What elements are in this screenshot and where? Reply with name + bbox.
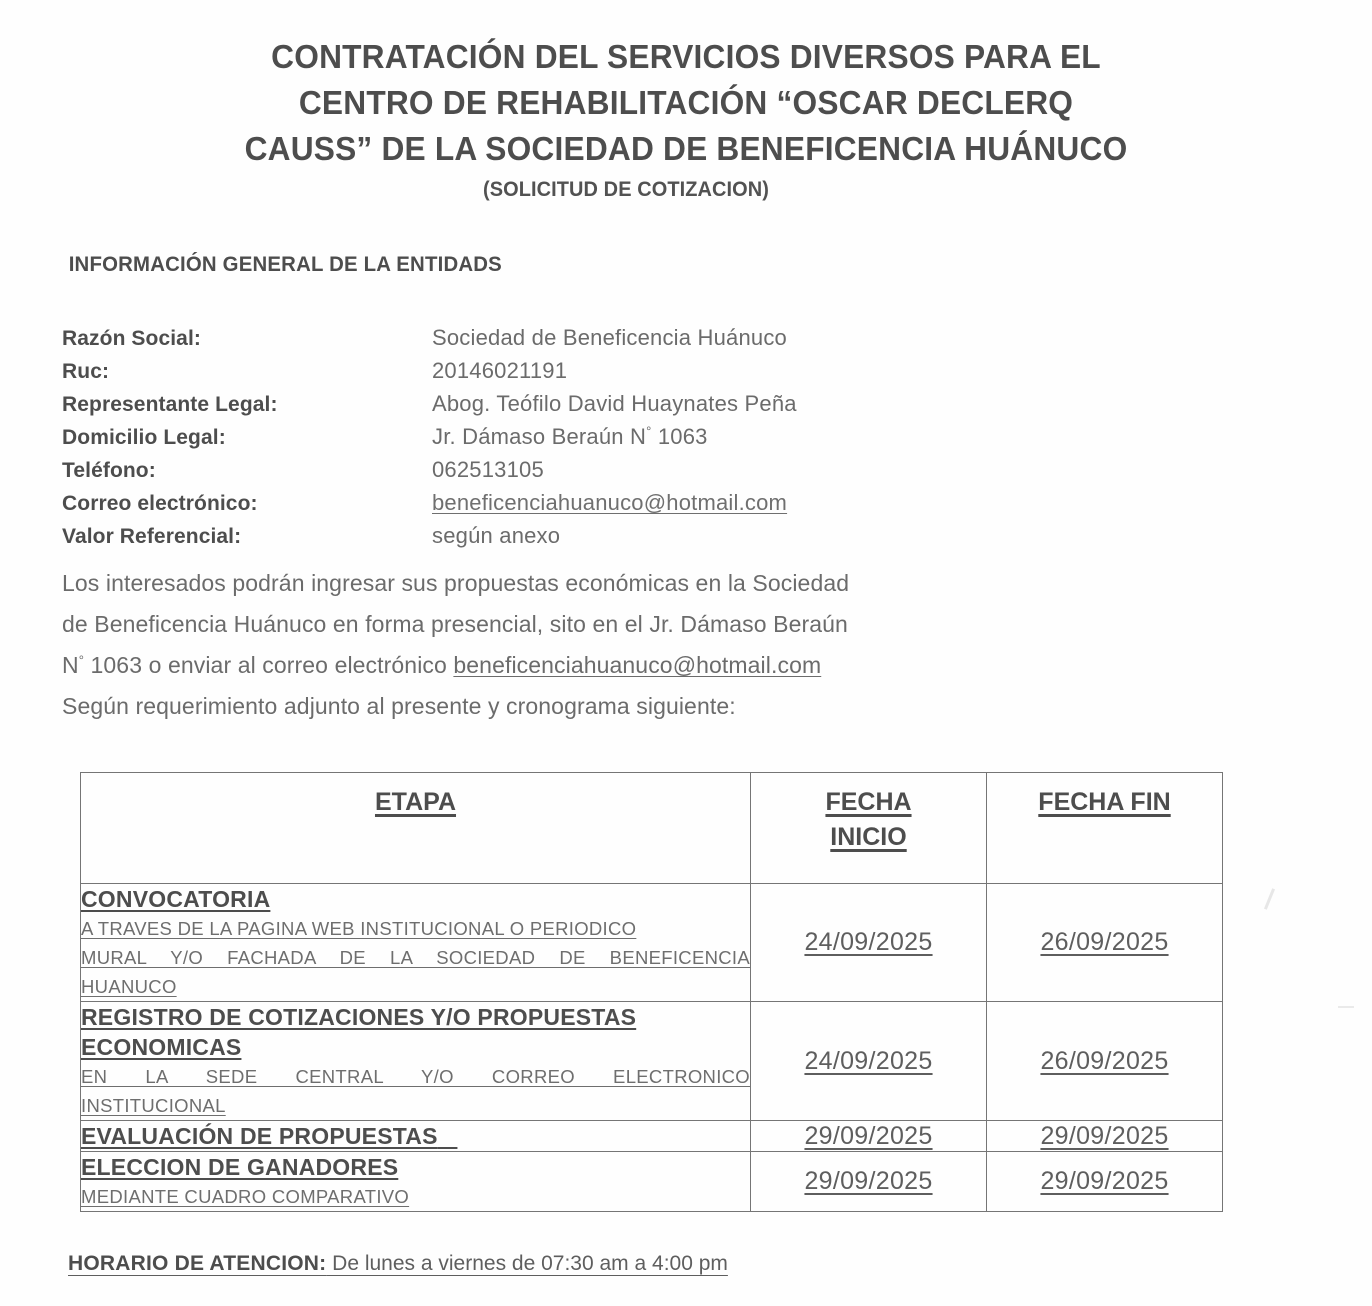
table-row	[81, 1152, 1223, 1212]
body-paragraph	[62, 563, 1182, 727]
info-value-telefono: 062513105	[432, 457, 544, 482]
schedule-fecha-fin-registro	[987, 1002, 1223, 1121]
title-line-1: CONTRATACIÓN DEL SERVICIOS DIVERSOS PARA EL	[271, 38, 1101, 75]
etapa-title-evaluacion	[81, 1121, 750, 1151]
paragraph-line-3	[62, 645, 1182, 686]
date-value: 29/09/2025	[1040, 1121, 1169, 1150]
info-value-ruc: 20146021191	[432, 358, 568, 383]
info-label-domicilio-legal: Domicilio Legal:	[62, 426, 226, 449]
column-header-etapa	[81, 773, 751, 884]
info-value-razon-social: Sociedad de Beneficencia Huánuco	[432, 325, 787, 350]
table-row	[81, 884, 1223, 1002]
info-row-razon-social	[62, 325, 1162, 358]
etapa-sub-eleccion	[81, 1182, 750, 1211]
schedule-fecha-inicio-eleccion	[751, 1152, 987, 1212]
date-value: 29/09/2025	[1040, 1167, 1169, 1195]
info-value-representante-legal: Abog. Teófilo David Huaynates Peña	[432, 391, 797, 416]
info-row-domicilio-legal	[62, 424, 1162, 457]
scan-artifact	[1264, 888, 1275, 910]
horario-de-atencion	[68, 1252, 728, 1276]
info-value-domicilio-legal: Jr. Dámaso Beraún N° 1063	[432, 423, 708, 449]
schedule-fecha-fin-eleccion	[987, 1152, 1223, 1212]
date-value: 29/09/2025	[804, 1121, 933, 1150]
etapa-title-registro-line-1-text: REGISTRO DE COTIZACIONES Y/O PROPUESTAS	[81, 1004, 637, 1030]
horario-value: De lunes a viernes de 07:30 am a 4:00 pm	[326, 1252, 728, 1275]
title-line-3: CAUSS” DE LA SOCIEDAD DE BENEFICENCIA HUÁNUCO	[244, 130, 1128, 167]
etapa-title-eleccion-text: ELECCION DE GANADORES	[81, 1154, 399, 1180]
column-header-etapa-label: ETAPA	[374, 788, 457, 816]
etapa-sub-line-2: MURAL Y/O FACHADA DE LA SOCIEDAD DE BENEFICENCIA	[81, 947, 750, 968]
info-row-representante-legal	[62, 391, 1162, 424]
schedule-fecha-fin-evaluacion	[987, 1121, 1223, 1152]
etapa-title-convocatoria	[81, 884, 750, 914]
info-label-correo-electronico: Correo electrónico:	[62, 492, 258, 515]
info-row-correo-electronico	[62, 490, 1162, 523]
info-row-ruc	[62, 358, 1162, 391]
schedule-fecha-inicio-registro	[751, 1002, 987, 1121]
etapa-title-evaluacion-text: EVALUACIÓN DE PROPUESTAS	[81, 1123, 438, 1149]
date-value: 24/09/2025	[804, 928, 933, 956]
date-value: 26/09/2025	[1040, 928, 1169, 956]
etapa-sub-line-3: HUANUCO	[81, 976, 177, 997]
title-line-2: CENTRO DE REHABILITACIÓN “OSCAR DECLERQ	[298, 84, 1074, 121]
schedule-etapa-convocatoria	[81, 884, 751, 1002]
schedule-table	[80, 772, 1223, 1212]
info-value-correo-electronico[interactable]: beneficenciahuanuco@hotmail.com	[432, 490, 788, 515]
info-label-ruc: Ruc:	[62, 360, 110, 383]
etapa-title-convocatoria-text: CONVOCATORIA	[81, 886, 271, 912]
schedule-fecha-fin-convocatoria	[987, 884, 1223, 1002]
column-header-fecha-fin-label: FECHA FIN	[1038, 788, 1171, 816]
etapa-sub-registro	[81, 1062, 750, 1120]
column-header-fecha-fin	[987, 773, 1223, 884]
date-value: 29/09/2025	[804, 1167, 933, 1195]
table-row	[81, 1121, 1223, 1152]
info-value-valor-referencial: según anexo	[432, 523, 561, 548]
etapa-sub-line-2: INSTITUCIONAL	[81, 1095, 226, 1116]
paragraph-line-4: Según requerimiento adjunto al presente y cronograma siguiente:	[62, 693, 736, 719]
etapa-title-eleccion	[81, 1152, 750, 1182]
schedule-fecha-inicio-evaluacion	[751, 1121, 987, 1152]
column-header-fecha-inicio	[751, 773, 987, 884]
column-header-fecha-inicio-line1: FECHA	[825, 788, 912, 816]
schedule-etapa-evaluacion	[81, 1121, 751, 1152]
etapa-sub-line-1: MEDIANTE CUADRO COMPARATIVO	[81, 1186, 410, 1207]
table-row	[81, 1002, 1223, 1121]
schedule-etapa-eleccion-ganadores	[81, 1152, 751, 1212]
etapa-sub-line-1: EN LA SEDE CENTRAL Y/O CORREO ELECTRONICO	[81, 1066, 750, 1087]
info-label-telefono: Teléfono:	[62, 459, 156, 482]
info-label-valor-referencial: Valor Referencial:	[62, 525, 242, 548]
scan-artifact	[1338, 1006, 1354, 1008]
schedule-fecha-inicio-convocatoria	[751, 884, 987, 1002]
paragraph-line-2: de Beneficencia Huánuco en forma presencial, sito en el Jr. Dámaso Beraún	[62, 611, 848, 637]
section-heading-informacion-general: INFORMACIÓN GENERAL DE LA ENTIDADS	[68, 253, 502, 276]
etapa-title-evaluacion-trailing-rule	[438, 1123, 458, 1149]
document-title	[0, 34, 1372, 202]
info-label-razon-social: Razón Social:	[62, 327, 201, 350]
etapa-title-registro-line-2-text: ECONOMICAS	[81, 1034, 242, 1060]
schedule-etapa-registro-cotizaciones	[81, 1002, 751, 1121]
date-value: 24/09/2025	[804, 1046, 933, 1075]
info-label-representante-legal: Representante Legal:	[62, 393, 278, 416]
entity-info-list	[62, 325, 1162, 556]
column-header-fecha-inicio-line2: INICIO	[830, 823, 907, 851]
info-row-valor-referencial	[62, 523, 1162, 556]
paragraph-line-1: Los interesados podrán ingresar sus propuestas económicas en la Sociedad	[62, 570, 850, 596]
info-row-telefono	[62, 457, 1162, 490]
etapa-title-registro-line-1	[81, 1002, 750, 1032]
paragraph-email-link[interactable]: beneficenciahuanuco@hotmail.com	[453, 652, 822, 678]
etapa-sub-convocatoria	[81, 914, 750, 1001]
schedule-header-row	[81, 773, 1223, 884]
paragraph-line-3-prefix: N° 1063 o enviar al correo electrónico	[62, 652, 454, 678]
date-value: 26/09/2025	[1040, 1046, 1169, 1075]
etapa-title-registro-line-2	[81, 1032, 750, 1062]
horario-label: HORARIO DE ATENCION:	[68, 1252, 327, 1275]
etapa-sub-line-1: A TRAVES DE LA PAGINA WEB INSTITUCIONAL O PERIODICO	[81, 918, 637, 939]
document-subtitle: (SOLICITUD DE COTIZACION)	[482, 178, 770, 201]
